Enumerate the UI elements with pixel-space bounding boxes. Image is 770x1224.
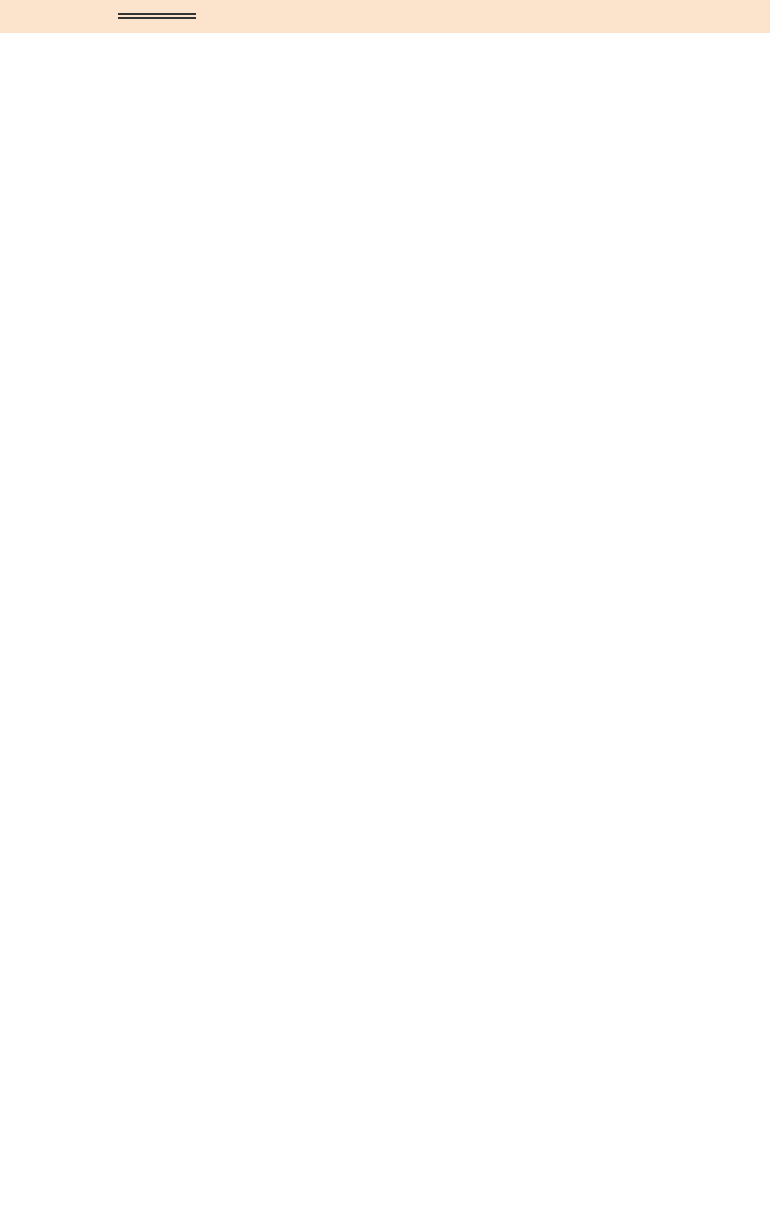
decorative-lines — [118, 13, 196, 19]
masthead — [0, 0, 770, 33]
issue-date — [280, 2, 490, 4]
